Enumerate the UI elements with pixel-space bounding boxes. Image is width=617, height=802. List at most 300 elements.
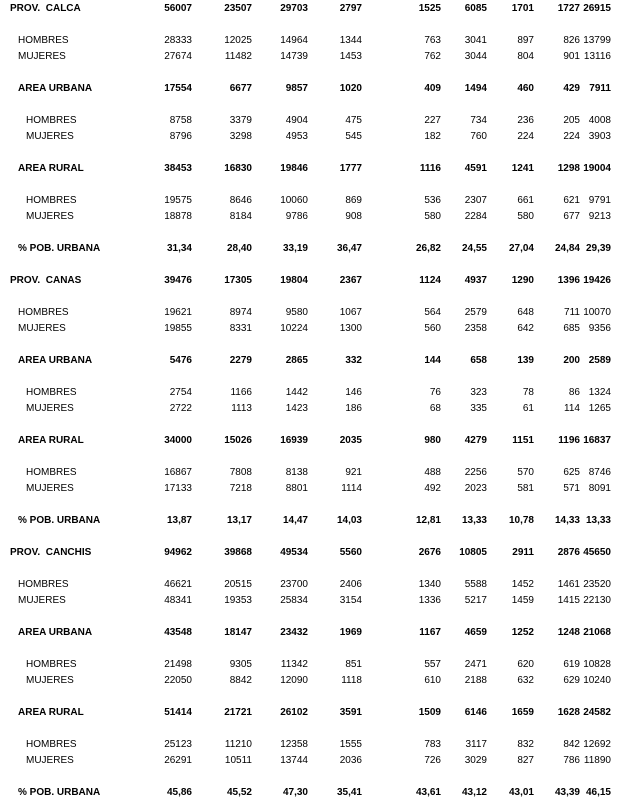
table-cell: 1252 [511, 627, 534, 638]
table-cell: 580 [424, 211, 441, 222]
table-cell: 56007 [164, 3, 192, 14]
table-cell: 760 [470, 131, 487, 142]
row-label: MUJERES [18, 595, 66, 606]
table-cell: 11210 [224, 739, 252, 750]
table-cell: 10224 [280, 323, 308, 334]
table-cell: 1196 [558, 435, 580, 446]
table-row [0, 738, 617, 752]
table-cell: 16830 [224, 163, 252, 174]
table-cell: 1290 [511, 275, 534, 286]
table-cell: 12090 [280, 675, 308, 686]
table-row [0, 242, 617, 256]
table-cell: 762 [424, 51, 441, 62]
table-cell: 2579 [464, 307, 487, 318]
table-cell: 186 [345, 403, 362, 414]
table-cell: 22050 [164, 675, 192, 686]
table-cell: 13,33 [461, 515, 487, 526]
table-row [0, 2, 617, 16]
row-label: HOMBRES [26, 467, 77, 478]
table-row [0, 546, 617, 560]
table-cell: 8796 [169, 131, 192, 142]
table-cell: 19846 [280, 163, 308, 174]
table-row [0, 514, 617, 528]
table-cell: 1628 [557, 707, 580, 718]
table-cell: 632 [517, 675, 534, 686]
table-cell: 31,34 [166, 243, 192, 254]
row-label: AREA URBANA [18, 355, 93, 366]
table-cell: 10828 [583, 659, 611, 670]
table-cell: 7808 [229, 467, 252, 478]
table-cell: 1020 [339, 83, 362, 94]
table-cell: 19575 [164, 195, 192, 206]
table-cell: 15026 [224, 435, 252, 446]
table-cell: 49534 [280, 547, 308, 558]
table-cell: 492 [424, 483, 441, 494]
table-row [0, 594, 617, 608]
row-label: HOMBRES [18, 579, 69, 590]
table-cell: 2358 [464, 323, 487, 334]
row-label: % POB. URBANA [18, 787, 101, 798]
table-cell: 1453 [339, 51, 362, 62]
table-cell: 2865 [285, 355, 308, 366]
table-cell: 2676 [418, 547, 441, 558]
table-cell: 14739 [280, 51, 308, 62]
table-cell: 2307 [464, 195, 487, 206]
table-cell: 323 [470, 387, 487, 398]
table-cell: 726 [424, 755, 441, 766]
table-cell: 1555 [339, 739, 362, 750]
table-cell: 23507 [224, 3, 252, 14]
table-cell: 18147 [224, 627, 252, 638]
table-cell: 2188 [464, 675, 487, 686]
table-cell: 661 [517, 195, 534, 206]
table-cell: 236 [517, 115, 534, 126]
table-row [0, 786, 617, 800]
table-cell: 9791 [588, 195, 611, 206]
table-cell: 3029 [464, 755, 487, 766]
row-label: HOMBRES [26, 195, 77, 206]
table-cell: 8746 [588, 467, 611, 478]
table-cell: 3117 [465, 739, 487, 750]
table-cell: 5588 [464, 579, 487, 590]
table-cell: 9786 [285, 211, 308, 222]
table-cell: 1167 [419, 627, 441, 638]
table-row [0, 674, 617, 688]
table-cell: 39868 [224, 547, 252, 558]
table-cell: 658 [470, 355, 487, 366]
table-cell: 10070 [583, 307, 611, 318]
table-cell: 45650 [583, 547, 611, 558]
table-cell: 76 [429, 387, 441, 398]
table-cell: 205 [563, 115, 580, 126]
table-cell: 11342 [280, 659, 308, 670]
table-cell: 545 [345, 131, 362, 142]
row-label: HOMBRES [26, 115, 77, 126]
table-cell: 621 [563, 195, 580, 206]
table-cell: 24,84 [554, 243, 580, 254]
table-cell: 8801 [285, 483, 308, 494]
table-cell: 2367 [339, 275, 362, 286]
row-label: HOMBRES [26, 387, 77, 398]
table-cell: 23520 [583, 579, 611, 590]
table-cell: 34000 [164, 435, 192, 446]
table-cell: 711 [564, 307, 580, 318]
table-cell: 25834 [280, 595, 308, 606]
table-cell: 3154 [339, 595, 362, 606]
table-cell: 25123 [164, 739, 192, 750]
table-cell: 3044 [464, 51, 487, 62]
table-cell: 146 [345, 387, 362, 398]
table-cell: 804 [517, 51, 534, 62]
row-label: HOMBRES [26, 659, 77, 670]
table-cell: 224 [517, 131, 534, 142]
row-label: MUJERES [26, 403, 74, 414]
table-cell: 1494 [464, 83, 487, 94]
table-cell: 28,40 [226, 243, 252, 254]
table-cell: 28333 [164, 35, 192, 46]
table-cell: 21498 [164, 659, 192, 670]
table-row [0, 306, 617, 320]
row-label: HOMBRES [18, 307, 69, 318]
table-row [0, 466, 617, 480]
table-cell: 29,39 [585, 243, 611, 254]
table-cell: 8091 [588, 483, 611, 494]
table-cell: 33,19 [282, 243, 308, 254]
row-label: PROV. CANCHIS [10, 547, 92, 558]
table-cell: 1727 [557, 3, 580, 14]
table-cell: 9356 [588, 323, 611, 334]
row-label: PROV. CALCA [10, 3, 81, 14]
table-row [0, 322, 617, 336]
table-cell: 9580 [285, 307, 308, 318]
table-row [0, 130, 617, 144]
table-cell: 1340 [418, 579, 441, 590]
table-cell: 921 [345, 467, 362, 478]
table-cell: 26102 [280, 707, 308, 718]
table-cell: 24,55 [461, 243, 487, 254]
table-cell: 677 [563, 211, 580, 222]
table-cell: 12025 [224, 35, 252, 46]
table-cell: 2797 [339, 3, 362, 14]
table-cell: 901 [563, 51, 580, 62]
row-label: AREA URBANA [18, 83, 93, 94]
table-cell: 1396 [557, 275, 580, 286]
table-cell: 78 [522, 387, 534, 398]
table-cell: 24582 [583, 707, 611, 718]
table-cell: 29703 [280, 3, 308, 14]
table-cell: 2589 [588, 355, 611, 366]
table-cell: 1461 [557, 579, 580, 590]
table-cell: 842 [563, 739, 580, 750]
table-cell: 14,33 [554, 515, 580, 526]
table-row [0, 386, 617, 400]
table-cell: 10805 [459, 547, 487, 558]
table-cell: 12,81 [415, 515, 441, 526]
row-label: AREA RURAL [18, 435, 84, 446]
table-cell: 1118 [341, 675, 362, 686]
table-cell: 2876 [557, 547, 580, 558]
table-cell: 10060 [280, 195, 308, 206]
table-cell: 3591 [339, 707, 362, 718]
table-cell: 11482 [224, 51, 252, 62]
table-cell: 5217 [464, 595, 487, 606]
table-cell: 620 [517, 659, 534, 670]
table-cell: 557 [424, 659, 441, 670]
table-cell: 1509 [418, 707, 441, 718]
table-cell: 580 [517, 211, 534, 222]
table-cell: 43,39 [554, 787, 580, 798]
table-cell: 1151 [512, 435, 534, 446]
table-cell: 21068 [583, 627, 611, 638]
table-cell: 3298 [229, 131, 252, 142]
table-cell: 1969 [339, 627, 362, 638]
table-cell: 1116 [419, 163, 441, 174]
table-cell: 26,82 [415, 243, 441, 254]
table-cell: 14,47 [282, 515, 308, 526]
table-cell: 1124 [419, 275, 441, 286]
table-cell: 19804 [280, 275, 308, 286]
table-cell: 43,12 [461, 787, 487, 798]
table-cell: 12692 [583, 739, 611, 750]
table-cell: 13,87 [166, 515, 192, 526]
table-cell: 610 [424, 675, 441, 686]
table-cell: 38453 [164, 163, 192, 174]
table-cell: 144 [424, 355, 441, 366]
table-cell: 564 [424, 307, 441, 318]
table-cell: 200 [563, 355, 580, 366]
table-cell: 560 [424, 323, 441, 334]
table-cell: 26915 [583, 3, 611, 14]
table-cell: 8138 [285, 467, 308, 478]
table-cell: 43,61 [415, 787, 441, 798]
table-cell: 3379 [229, 115, 252, 126]
table-cell: 17133 [164, 483, 192, 494]
table-cell: 19353 [224, 595, 252, 606]
table-cell: 460 [517, 83, 534, 94]
table-cell: 13,17 [226, 515, 252, 526]
table-cell: 642 [517, 323, 534, 334]
row-label: MUJERES [26, 675, 74, 686]
table-row [0, 194, 617, 208]
table-cell: 4659 [464, 627, 487, 638]
table-row [0, 34, 617, 48]
table-cell: 1166 [230, 387, 252, 398]
table-cell: 45,86 [166, 787, 192, 798]
table-cell: 2911 [512, 547, 534, 558]
table-cell: 114 [564, 403, 580, 414]
table-cell: 12358 [280, 739, 308, 750]
table-cell: 2035 [339, 435, 362, 446]
table-cell: 2284 [464, 211, 487, 222]
table-cell: 47,30 [282, 787, 308, 798]
table-cell: 46621 [164, 579, 192, 590]
table-cell: 475 [345, 115, 362, 126]
table-row [0, 82, 617, 96]
table-cell: 9213 [588, 211, 611, 222]
table-cell: 1241 [511, 163, 534, 174]
table-row [0, 754, 617, 768]
table-cell: 2256 [464, 467, 487, 478]
table-cell: 4904 [285, 115, 308, 126]
table-cell: 4953 [285, 131, 308, 142]
table-cell: 1113 [231, 403, 252, 414]
row-label: MUJERES [18, 51, 66, 62]
table-cell: 8974 [229, 307, 252, 318]
table-cell: 734 [470, 115, 487, 126]
table-cell: 227 [424, 115, 441, 126]
table-cell: 26291 [164, 755, 192, 766]
table-cell: 94962 [164, 547, 192, 558]
table-cell: 851 [345, 659, 362, 670]
table-cell: 783 [424, 739, 441, 750]
table-cell: 1459 [511, 595, 534, 606]
table-cell: 786 [563, 755, 580, 766]
table-cell: 1659 [511, 707, 534, 718]
table-cell: 897 [517, 35, 534, 46]
table-cell: 43548 [164, 627, 192, 638]
table-cell: 13116 [583, 51, 611, 62]
table-cell: 10,78 [508, 515, 534, 526]
table-row [0, 354, 617, 368]
table-cell: 13744 [280, 755, 308, 766]
table-cell: 7218 [229, 483, 252, 494]
row-label: PROV. CANAS [10, 275, 82, 286]
table-cell: 19426 [583, 275, 611, 286]
table-cell: 1525 [418, 3, 441, 14]
table-cell: 1415 [557, 595, 580, 606]
table-row [0, 626, 617, 640]
table-cell: 2406 [339, 579, 362, 590]
table-row [0, 482, 617, 496]
table-cell: 10240 [583, 675, 611, 686]
table-cell: 685 [563, 323, 580, 334]
table-cell: 39476 [164, 275, 192, 286]
row-label: MUJERES [26, 211, 74, 222]
table-cell: 1777 [339, 163, 362, 174]
table-cell: 8758 [169, 115, 192, 126]
table-cell: 571 [563, 483, 580, 494]
table-cell: 2036 [339, 755, 362, 766]
table-cell: 2279 [229, 355, 252, 366]
table-cell: 3041 [464, 35, 487, 46]
table-cell: 51414 [164, 707, 192, 718]
table-cell: 536 [424, 195, 441, 206]
table-cell: 22130 [583, 595, 611, 606]
table-cell: 14,03 [336, 515, 362, 526]
table-cell: 8331 [229, 323, 252, 334]
table-cell: 19855 [164, 323, 192, 334]
table-cell: 832 [517, 739, 534, 750]
table-cell: 332 [345, 355, 362, 366]
table-cell: 11890 [583, 755, 611, 766]
row-label: HOMBRES [18, 35, 69, 46]
table-row [0, 210, 617, 224]
table-cell: 2754 [169, 387, 192, 398]
table-cell: 3903 [588, 131, 611, 142]
table-cell: 36,47 [336, 243, 362, 254]
row-label: MUJERES [26, 131, 74, 142]
row-label: MUJERES [26, 755, 74, 766]
table-cell: 46,15 [585, 787, 611, 798]
table-cell: 1248 [557, 627, 580, 638]
table-cell: 1336 [418, 595, 441, 606]
table-cell: 13,33 [585, 515, 611, 526]
row-label: MUJERES [26, 483, 74, 494]
row-label: AREA RURAL [18, 707, 84, 718]
row-label: % POB. URBANA [18, 515, 101, 526]
table-cell: 6677 [229, 83, 252, 94]
table-cell: 619 [563, 659, 580, 670]
table-cell: 8646 [229, 195, 252, 206]
table-cell: 17554 [164, 83, 192, 94]
table-cell: 827 [517, 755, 534, 766]
table-cell: 61 [522, 403, 534, 414]
table-cell: 21721 [224, 707, 252, 718]
table-row [0, 402, 617, 416]
table-cell: 23700 [280, 579, 308, 590]
table-row [0, 274, 617, 288]
table-cell: 826 [563, 35, 580, 46]
table-cell: 908 [345, 211, 362, 222]
table-cell: 4008 [588, 115, 611, 126]
table-cell: 335 [470, 403, 487, 414]
table-cell: 429 [563, 83, 580, 94]
table-cell: 869 [345, 195, 362, 206]
table-cell: 980 [424, 435, 441, 446]
table-cell: 488 [424, 467, 441, 478]
table-cell: 625 [563, 467, 580, 478]
table-cell: 139 [517, 355, 534, 366]
table-cell: 2023 [464, 483, 487, 494]
table-cell: 1067 [339, 307, 362, 318]
table-cell: 19621 [164, 307, 192, 318]
table-cell: 1265 [588, 403, 611, 414]
table-cell: 16939 [280, 435, 308, 446]
table-cell: 8184 [229, 211, 252, 222]
table-cell: 1114 [341, 483, 362, 494]
table-cell: 13799 [583, 35, 611, 46]
table-cell: 581 [517, 483, 534, 494]
table-cell: 6085 [464, 3, 487, 14]
table-row [0, 50, 617, 64]
table-cell: 1452 [511, 579, 534, 590]
table-cell: 17305 [224, 275, 252, 286]
row-label: AREA URBANA [18, 627, 93, 638]
table-cell: 1344 [339, 35, 362, 46]
table-row [0, 578, 617, 592]
table-cell: 18878 [164, 211, 192, 222]
table-cell: 182 [424, 131, 441, 142]
table-cell: 4591 [464, 163, 487, 174]
table-cell: 1423 [285, 403, 308, 414]
table-cell: 6146 [464, 707, 487, 718]
table-cell: 23432 [280, 627, 308, 638]
table-cell: 20515 [224, 579, 252, 590]
table-cell: 648 [517, 307, 534, 318]
table-cell: 48341 [164, 595, 192, 606]
table-cell: 7911 [589, 83, 611, 94]
table-cell: 9305 [229, 659, 252, 670]
table-row [0, 706, 617, 720]
table-cell: 1298 [557, 163, 580, 174]
table-cell: 86 [568, 387, 580, 398]
table-cell: 224 [563, 131, 580, 142]
row-label: MUJERES [18, 323, 66, 334]
table-cell: 9857 [285, 83, 308, 94]
table-cell: 2722 [169, 403, 192, 414]
table-row [0, 114, 617, 128]
table-cell: 4279 [464, 435, 487, 446]
